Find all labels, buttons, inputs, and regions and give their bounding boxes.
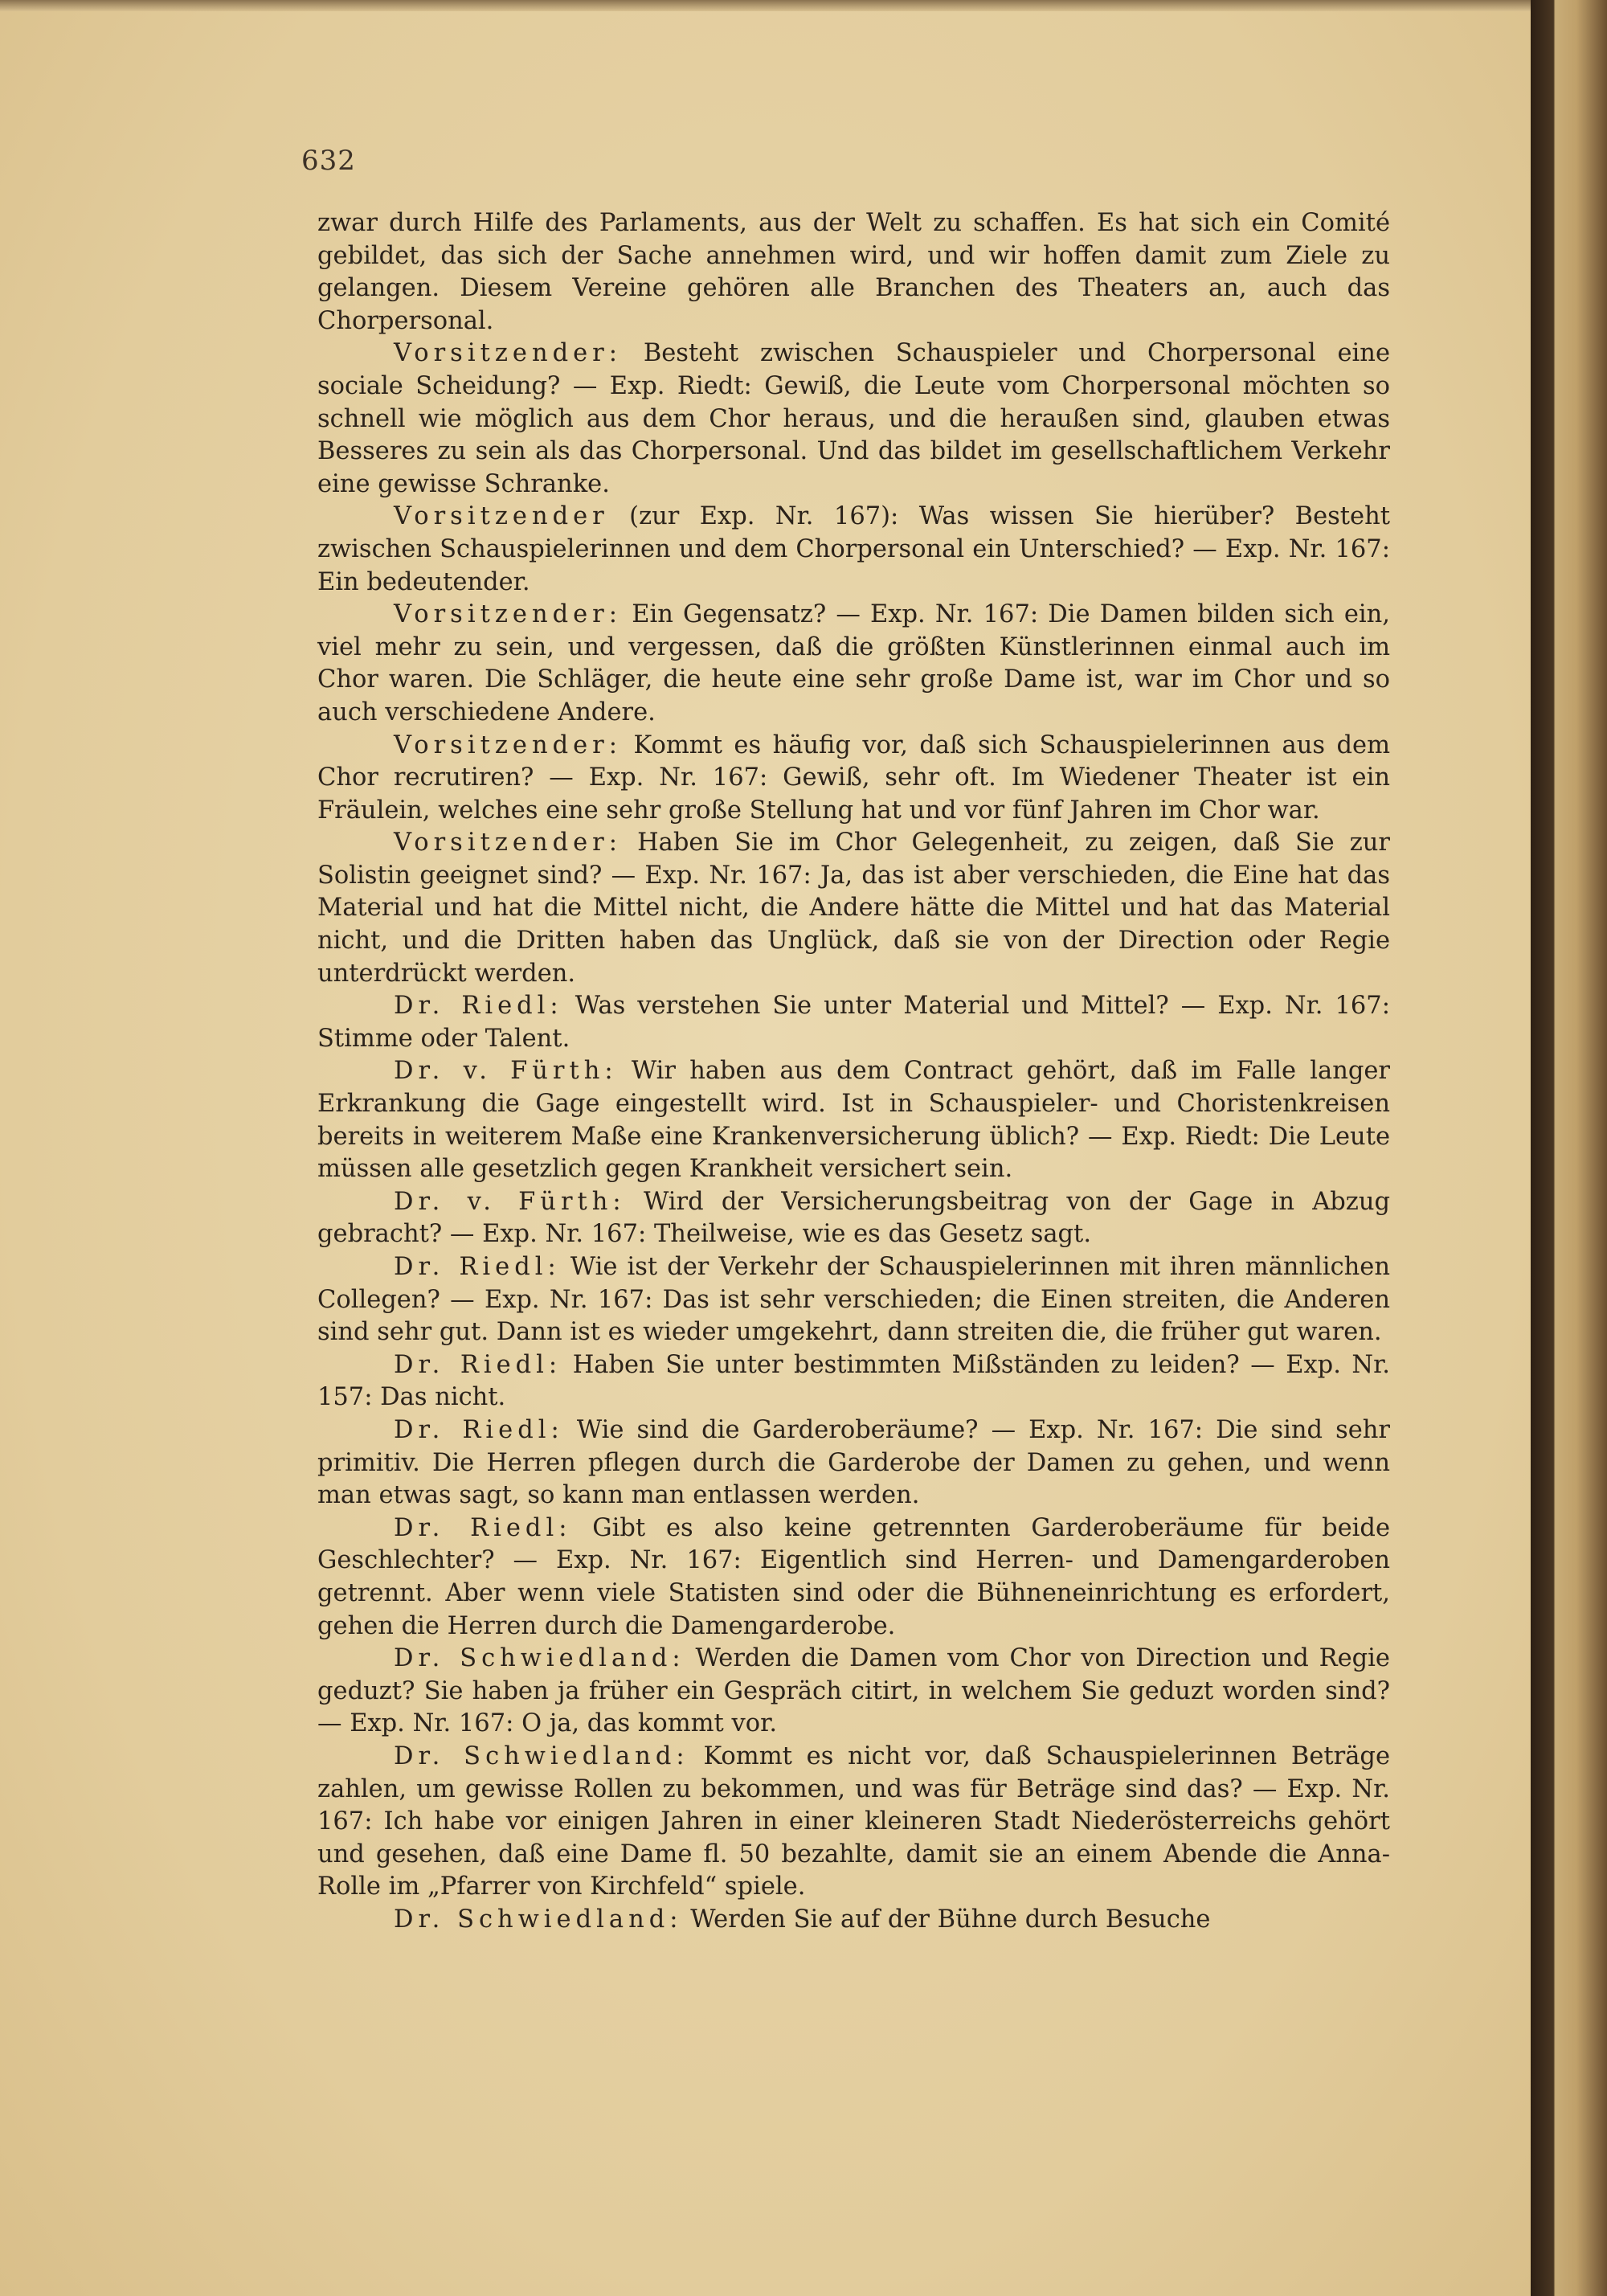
paragraph-text: Werden Sie auf der Bühne durch Besuche — [690, 1905, 1211, 1934]
paragraph — [317, 1349, 1390, 1414]
paragraph-text: Haben Sie im Chor Gelegenheit, zu zeigen, daß Sie zur Solistin geeignet sind? — Exp. Nr. 167: Ja, das ist aber verschieden, die Eine hat das Material und hat die Mittel nicht, die Andere hätte die Mittel und hat das Material nicht, und die Dritten haben das Unglück, daß sie von der Direction oder Regie unterdrückt werden. — [317, 829, 1390, 988]
speaker-label: Dr. Schwiedland: — [394, 1644, 685, 1673]
paragraph — [317, 1186, 1390, 1251]
paragraph-text: Besteht zwischen Schauspieler und Chorpersonal eine sociale Scheidung? — Exp. Riedt: Gewiß, die Leute vom Chorpersonal möchten so schnell wie möglich aus dem Chor heraus, und die heraußen sind, glauben etwas Besseres zu sein als das Chorpersonal. Und das bildet im gesellschaftlichem Verkehr eine gewisse Schranke. — [317, 339, 1390, 498]
paragraph-text: Ein Gegensatz? — Exp. Nr. 167: Die Damen bilden sich ein, viel mehr zu sein, und vergessen, daß die größten Künstlerinnen einmal auch im Chor waren. Die Schläger, die heute eine sehr große Dame ist, war im Chor und so auch verschiedene Andere. — [317, 600, 1390, 726]
paragraph — [317, 730, 1390, 828]
paragraph-text: Gibt es also keine getrennten Garderoberäume für beide Geschlechter? — Exp. Nr. 167: Eigentlich sind Herren- und Damengarderoben getrennt. Aber wenn viele Statisten sind oder die Bühneneinrichtung es erfordert, gehen die Herren durch die Damengarderobe. — [317, 1513, 1390, 1640]
paragraph — [317, 1251, 1390, 1349]
speaker-label: Vorsitzender: — [394, 339, 623, 368]
paragraph — [317, 1414, 1390, 1512]
paragraph-text: Haben Sie unter bestimmten Mißständen zu leiden? — Exp. Nr. 157: Das nicht. — [317, 1350, 1390, 1412]
speaker-label: Dr. Riedl: — [394, 1350, 562, 1379]
speaker-label: Dr. Riedl: — [394, 1513, 572, 1542]
book-binding-edge — [1531, 0, 1607, 2296]
paragraph-text: Wie ist der Verkehr der Schauspielerinnen mit ihren männlichen Collegen? — Exp. Nr. 167: Das ist sehr verschieden; die Einen streiten, die Anderen sind sehr gut. Dann ist es wieder umgekehrt, dann streiten die, die früher gut waren. — [317, 1253, 1390, 1347]
paragraph — [317, 599, 1390, 729]
speaker-label: Dr. v. Fürth: — [394, 1057, 618, 1086]
speaker-label: Vorsitzender: — [394, 731, 623, 759]
paragraph — [317, 207, 1390, 338]
paragraph-text: Werden die Damen vom Chor von Direction und Regie geduzt? Sie haben ja früher ein Gespräch citirt, in welchem Sie geduzt worden sind? — Exp. Nr. 167: O ja, das kommt vor. — [317, 1644, 1390, 1738]
paragraph — [317, 1643, 1390, 1741]
paragraph — [317, 990, 1390, 1055]
page-top-edge — [0, 0, 1531, 11]
paragraph — [317, 501, 1390, 599]
paragraph — [317, 1741, 1390, 1904]
paragraph-text: Wir haben aus dem Contract gehört, daß im Falle langer Erkrankung die Gage eingestellt wird. Ist in Schauspieler- und Choristenkreisen bereits in weiterem Maße eine Krankenversicherung üblich? — Exp. Riedt: Die Leute müssen alle gesetzlich gegen Krankheit versichert sein. — [317, 1057, 1390, 1184]
speaker-label: Dr. v. Fürth: — [394, 1187, 626, 1216]
speaker-label: Vorsitzender: — [394, 829, 623, 857]
paragraph-text: Wie sind die Garderoberäume? — Exp. Nr. 167: Die sind sehr primitiv. Die Herren pflegen durch die Garderobe der Damen zu gehen, und wenn man etwas sagt, so kann man entlassen werden. — [317, 1415, 1390, 1510]
body-text — [317, 207, 1390, 1936]
paragraph-text: Kommt es nicht vor, daß Schauspielerinnen Beträge zahlen, um gewisse Rollen zu bekommen, und was für Beträge sind das? — Exp. Nr. 167: Ich habe vor einigen Jahren in einer kleineren Stadt Niederösterreichs gehört und gesehen, daß eine Dame fl. 50 bezahlte, damit sie an einem Abende die Anna-Rolle im „Pfarrer von Kirchfeld“ spiele. — [317, 1741, 1390, 1901]
paragraph-text: Kommt es häufig vor, daß sich Schauspielerinnen aus dem Chor recrutiren? — Exp. Nr. 167: Gewiß, sehr oft. Im Wiedener Theater ist ein Fräulein, welches eine sehr große Stellung hat und vor fünf Jahren im Chor war. — [317, 731, 1391, 825]
speaker-label: Dr. Riedl: — [394, 1415, 564, 1444]
paragraph-text: (zur Exp. Nr. 167): Was wissen Sie hierüber? Besteht zwischen Schauspielerinnen und dem Chorpersonal ein Unterschied? — Exp. Nr. 167: Ein bedeutender. — [317, 502, 1390, 596]
paragraph-text: zwar durch Hilfe des Parlaments, aus der Welt zu schaffen. Es hat sich ein Comité gebildet, das sich der Sache annehmen wird, und wir hoffen damit zum Ziele zu gelangen. Diesem Vereine gehören alle Branchen des Theaters an, auch das Chorpersonal. — [317, 209, 1390, 335]
speaker-label: Dr. Schwiedland: — [394, 1741, 689, 1770]
paragraph — [317, 1055, 1390, 1185]
paragraph — [317, 827, 1390, 990]
speaker-label: Dr. Riedl: — [394, 992, 563, 1021]
speaker-label: Dr. Riedl: — [394, 1253, 561, 1281]
paragraph — [317, 1512, 1390, 1643]
paragraph-text: Was verstehen Sie unter Material und Mittel? — Exp. Nr. 167: Stimme oder Talent. — [317, 992, 1390, 1053]
paragraph-text: Wird der Versicherungsbeitrag von der Gage in Abzug gebracht? — Exp. Nr. 167: Theilweise, wie es das Gesetz sagt. — [317, 1187, 1390, 1249]
page-number: 632 — [301, 145, 356, 177]
speaker-label: Vorsitzender — [394, 502, 609, 531]
speaker-label: Vorsitzender: — [394, 600, 623, 629]
speaker-label: Dr. Schwiedland: — [394, 1905, 683, 1934]
paragraph — [317, 1904, 1390, 1937]
paragraph — [317, 338, 1390, 501]
